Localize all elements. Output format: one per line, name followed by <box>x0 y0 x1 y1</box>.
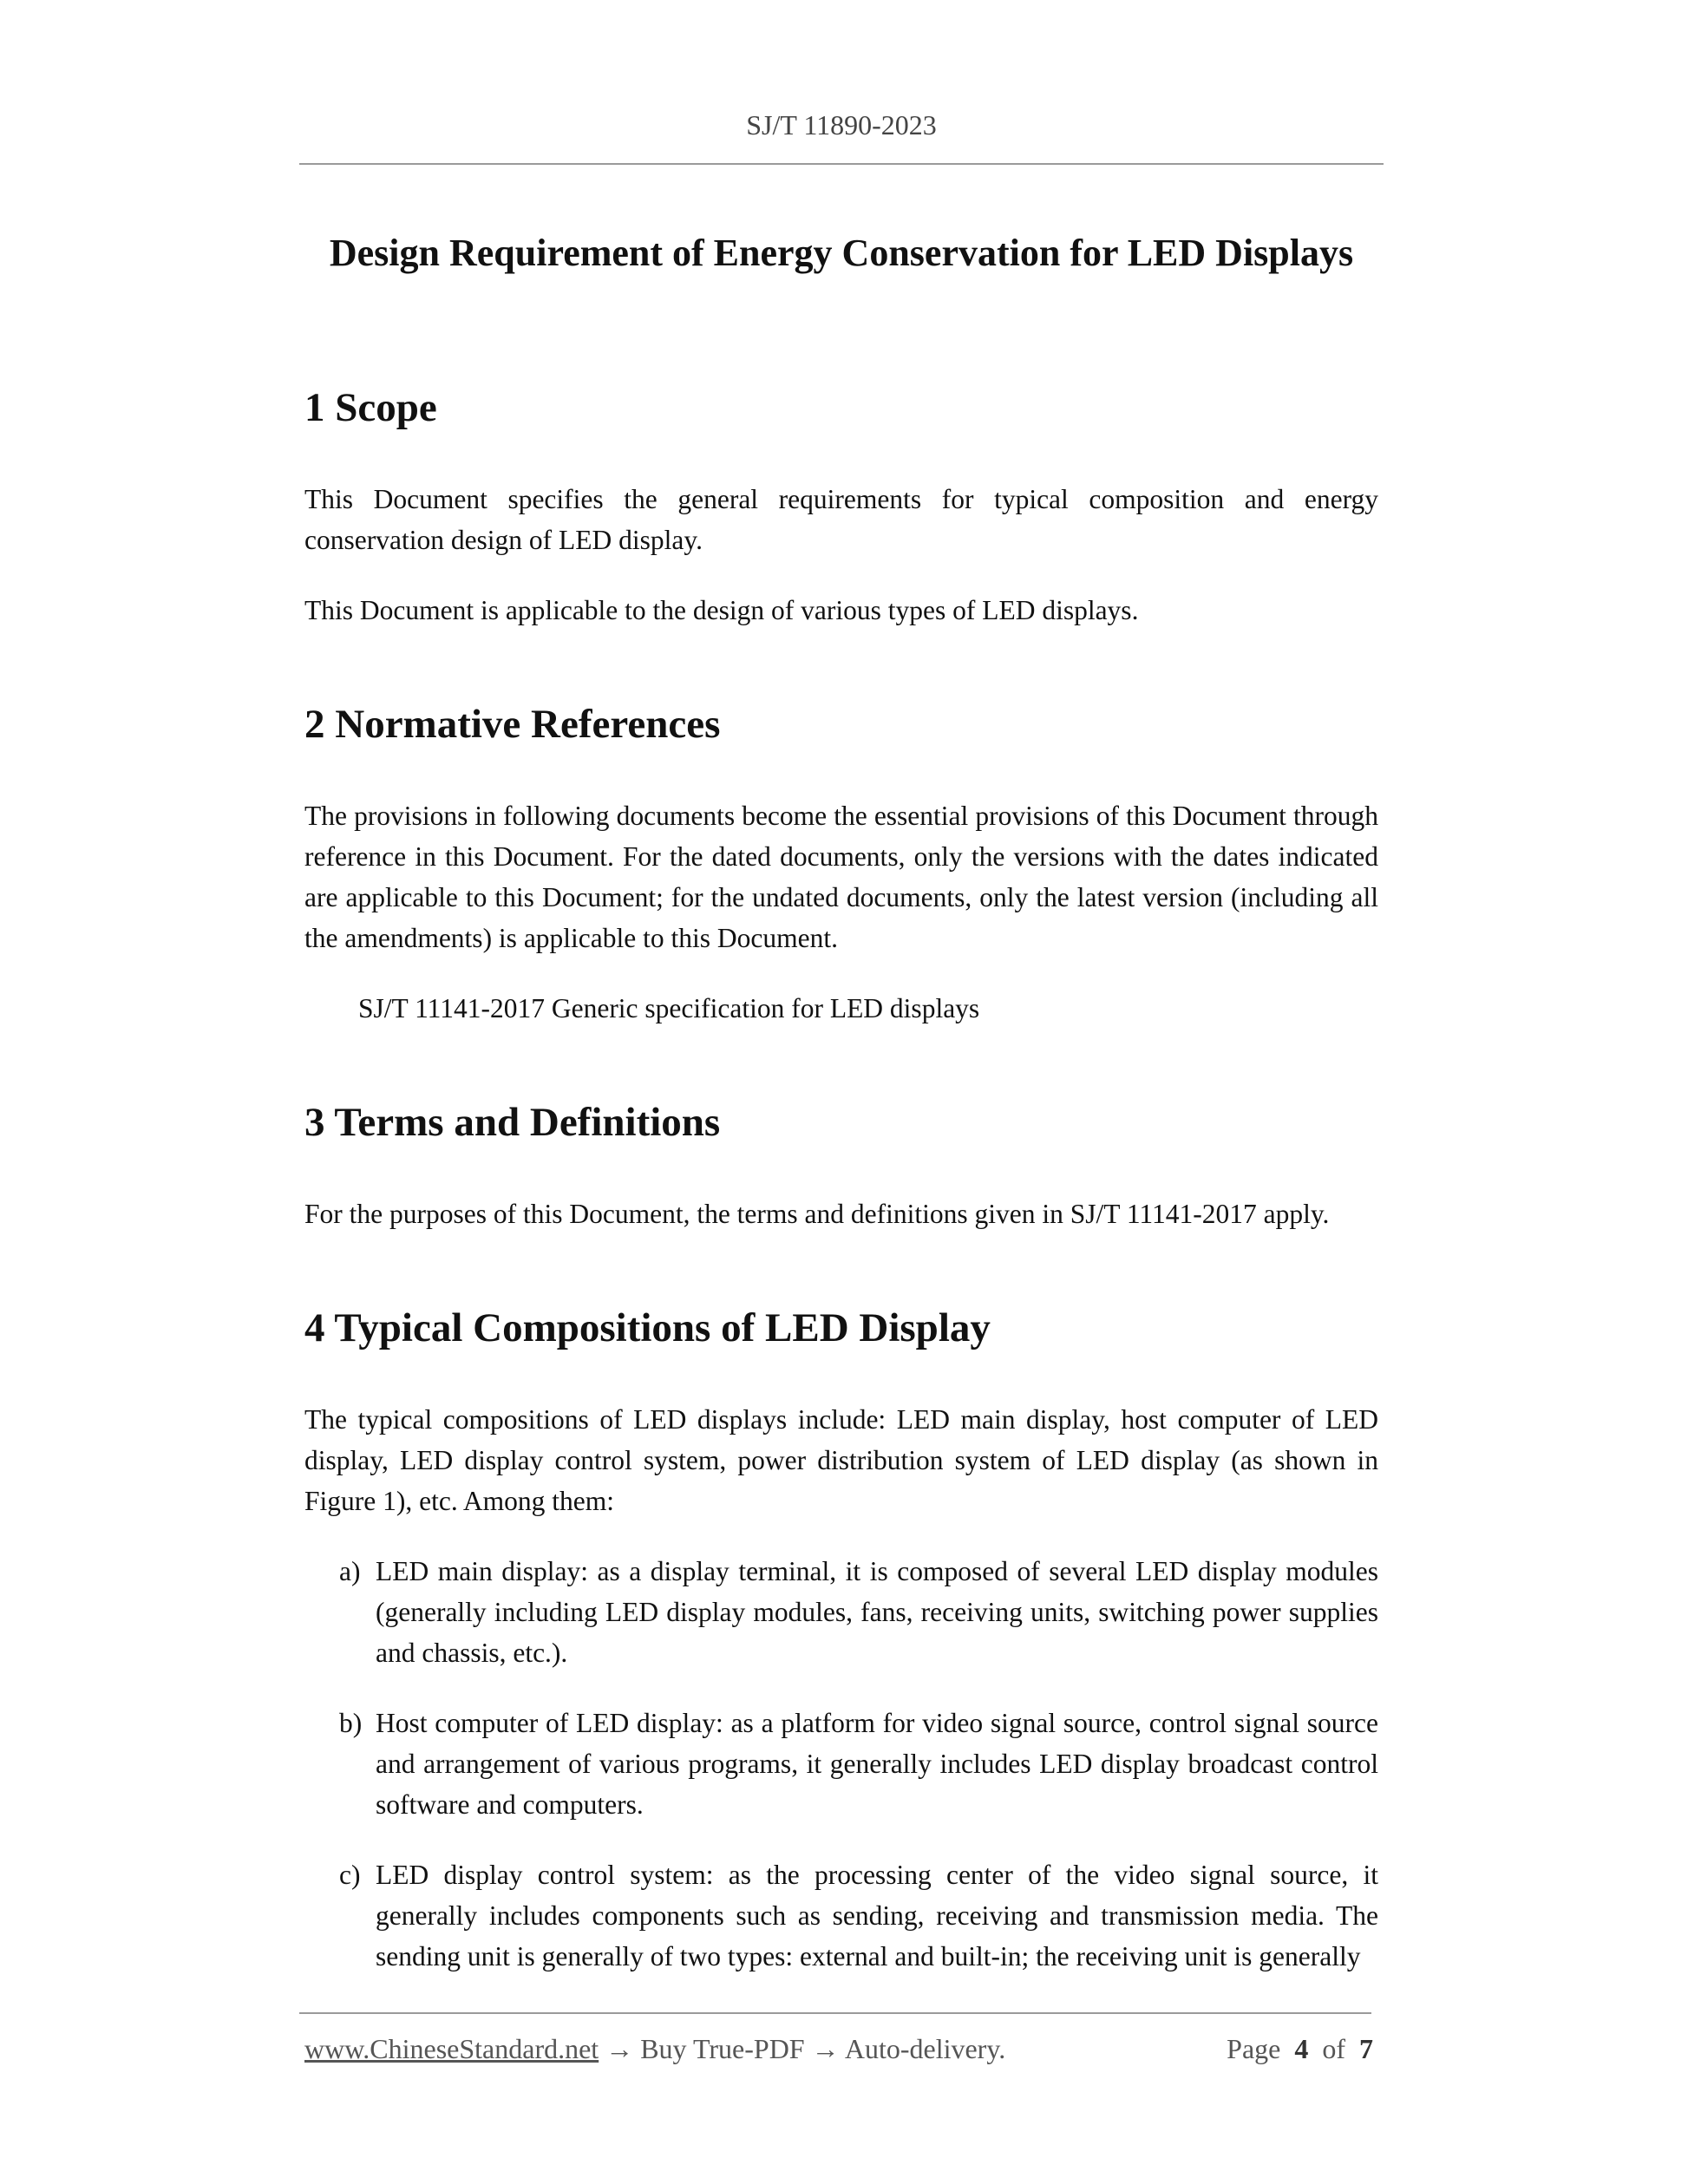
page-word: Page <box>1227 2033 1281 2064</box>
terms-paragraph-1: For the purposes of this Document, the terms and definitions given in SJ/T 11141-2017 apply. <box>304 1199 1330 1229</box>
normative-paragraph-1: The provisions in following documents become the essential provisions of this Document through reference in this Document. For the dated documents, only the versions with the dates indicated are applicable to this Document; for the undated documents, only the latest version (including all the amendments) is applicable to this Document. <box>304 801 1378 953</box>
document-title: Design Requirement of Energy Conservation for LED Displays <box>329 232 1354 274</box>
list-item-text: LED display control system: as the processing center of the video signal source, it generally includes components such as sending, receiving and transmission media. The sending unit is generally of two types: external and built-in; the receiving unit is generally <box>376 1860 1378 1971</box>
section-heading-compositions: 4 Typical Compositions of LED Display <box>304 1305 991 1350</box>
list-marker: b) <box>339 1708 363 1738</box>
of-word: of <box>1322 2033 1345 2064</box>
scope-paragraph-1: This Document specifies the general requirements for typical composition and energy conservation design of LED display. <box>304 484 1378 555</box>
list-item <box>339 1551 1378 1673</box>
normative-reference-item: SJ/T 11141-2017 Generic specification for LED displays <box>358 993 980 1023</box>
page-footer <box>304 2033 1373 2065</box>
list-marker: a) <box>339 1556 361 1586</box>
scope-paragraph-2: This Document is applicable to the design of various types of LED displays. <box>304 595 1139 625</box>
list-item-text: LED main display: as a display terminal, it is composed of several LED display modules (generally including LED display modules, fans, receiving units, switching power supplies and chassis, etc.). <box>376 1556 1378 1668</box>
footer-left <box>304 2033 1005 2065</box>
site-link[interactable]: www.ChineseStandard.net <box>304 2033 599 2064</box>
section-heading-terms: 3 Terms and Definitions <box>304 1100 721 1145</box>
page-indicator <box>1227 2033 1373 2065</box>
section-heading-scope: 1 Scope <box>304 385 437 430</box>
list-marker: c) <box>339 1860 361 1890</box>
list-item <box>339 1854 1378 1977</box>
page-current: 4 <box>1294 2033 1309 2064</box>
footer-tagline: → Buy True-PDF → Auto-delivery. <box>599 2033 1006 2064</box>
header-doc-number: SJ/T 11890-2023 <box>746 109 937 141</box>
list-item-text: Host computer of LED display: as a platform for video signal source, control signal source and arrangement of various programs, it generally includes LED display broadcast control software and computers. <box>376 1708 1378 1820</box>
footer-rule <box>299 2012 1371 2014</box>
compositions-paragraph-1: The typical compositions of LED displays include: LED main display, host computer of LED display, LED display control system, power distribution system of LED display (as shown in Figure 1), etc. Among them: <box>304 1404 1378 1516</box>
page-total: 7 <box>1359 2033 1373 2064</box>
list-item <box>339 1703 1378 1825</box>
header-rule <box>299 163 1384 165</box>
document-body <box>304 382 1378 1977</box>
section-heading-normative-references: 2 Normative References <box>304 702 721 747</box>
